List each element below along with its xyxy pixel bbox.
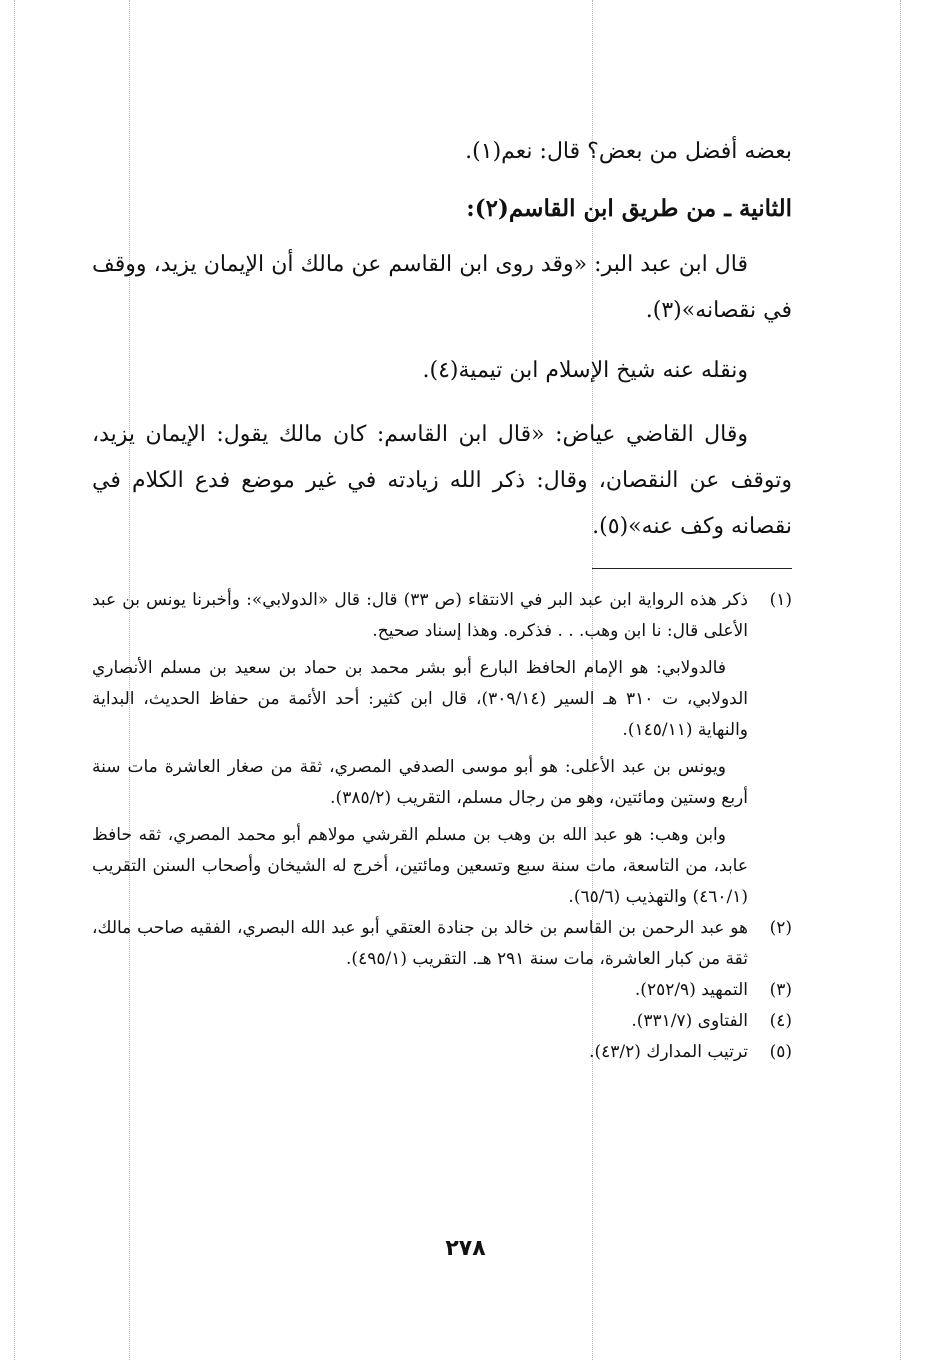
footnote-text: التمهيد (٢٥٢/٩).	[634, 980, 748, 1000]
footnote-4	[92, 1006, 792, 1037]
intro-line: بعضه أفضل من بعض؟ قال: نعم(١).	[465, 139, 792, 164]
footnote-number: (٤)	[769, 1011, 792, 1031]
footnote-text: ويونس بن عبد الأعلى: هو أبو موسى الصدفي المصري، ثقة من صغار العاشرة مات سنة أربع وستين ومائتين، وهو من رجال مسلم، التقريب (٣٨٥/٢).	[92, 757, 748, 808]
paragraph-ibn-taymiyya: ونقله عنه شيخ الإسلام ابن تيمية(٤).	[422, 358, 748, 383]
footnote-text: فالدولابي: هو الإمام الحافظ البارع أبو بشر محمد بن حماد بن سعيد بن مسلم الأنصاري الدولابي، ت ٣١٠ هـ السير (٣٠٩/١٤)، قال ابن كثير: أحد الأئمة من حفاظ الحديث، البداية والنهاية (١٤٥/١١).	[92, 658, 748, 740]
footnote-2	[92, 913, 792, 975]
footnote-number: (٣)	[769, 980, 792, 1000]
paragraph-qadi-iyad: وقال القاضي عياض: «قال ابن القاسم: كان مالك يقول: الإيمان يزيد، وتوقف عن النقصان، وقال: ذكر الله زيادته في غير موضع فدع الكلام في نقصانه وكف عنه»(٥).	[92, 422, 792, 539]
footnote-5	[92, 1037, 792, 1068]
footnote-text: الفتاوى (٣٣١/٧).	[631, 1011, 748, 1031]
footnote-1	[92, 585, 792, 913]
page-content	[92, 128, 792, 1068]
footnote-number: (٥)	[769, 1042, 792, 1062]
paragraph-ibn-abd-al-barr: قال ابن عبد البر: «وقد روى ابن القاسم عن مالك أن الإيمان يزيد، ووقف في نقصانه»(٣).	[92, 252, 792, 323]
footnote-text: ترتيب المدارك (٤٣/٢).	[589, 1042, 748, 1062]
footnote-body	[92, 585, 748, 913]
footnote-separator	[592, 568, 792, 569]
footnote-number: (٢)	[769, 918, 792, 938]
scan-guide-line	[900, 0, 901, 1360]
section-heading: الثانية ـ من طريق ابن القاسم(٢):	[466, 195, 792, 222]
scan-guide-line	[14, 0, 15, 1360]
footnote-text: هو عبد الرحمن بن القاسم بن خالد بن جنادة العتقي أبو عبد الله البصري، الفقيه صاحب مالك، ثقة من كبار العاشرة، مات سنة ٢٩١ هـ. التقريب (٤٩٥/١).	[92, 918, 748, 969]
footnote-text: وابن وهب: هو عبد الله بن وهب بن مسلم القرشي مولاهم أبو محمد المصري، ثقه حافظ عابد، من التاسعة، مات سنة سبع وتسعين ومائتين، أخرج له الشيخان وأصحاب السنن التقريب (٤٦٠/١) والتهذيب (٦٥/٦).	[92, 825, 748, 907]
footnote-number: (١)	[769, 590, 792, 610]
page-number: ٢٧٨	[445, 1236, 486, 1261]
footnote-3	[92, 975, 792, 1006]
footnote-text: ذكر هذه الرواية ابن عبد البر في الانتقاء (ص ٣٣) قال: قال «الدولابي»: وأخبرنا يونس بن عبد الأعلى قال: نا ابن وهب. . . فذكره. وهذا إسناد صحيح.	[92, 590, 748, 641]
footnotes	[92, 585, 792, 1068]
